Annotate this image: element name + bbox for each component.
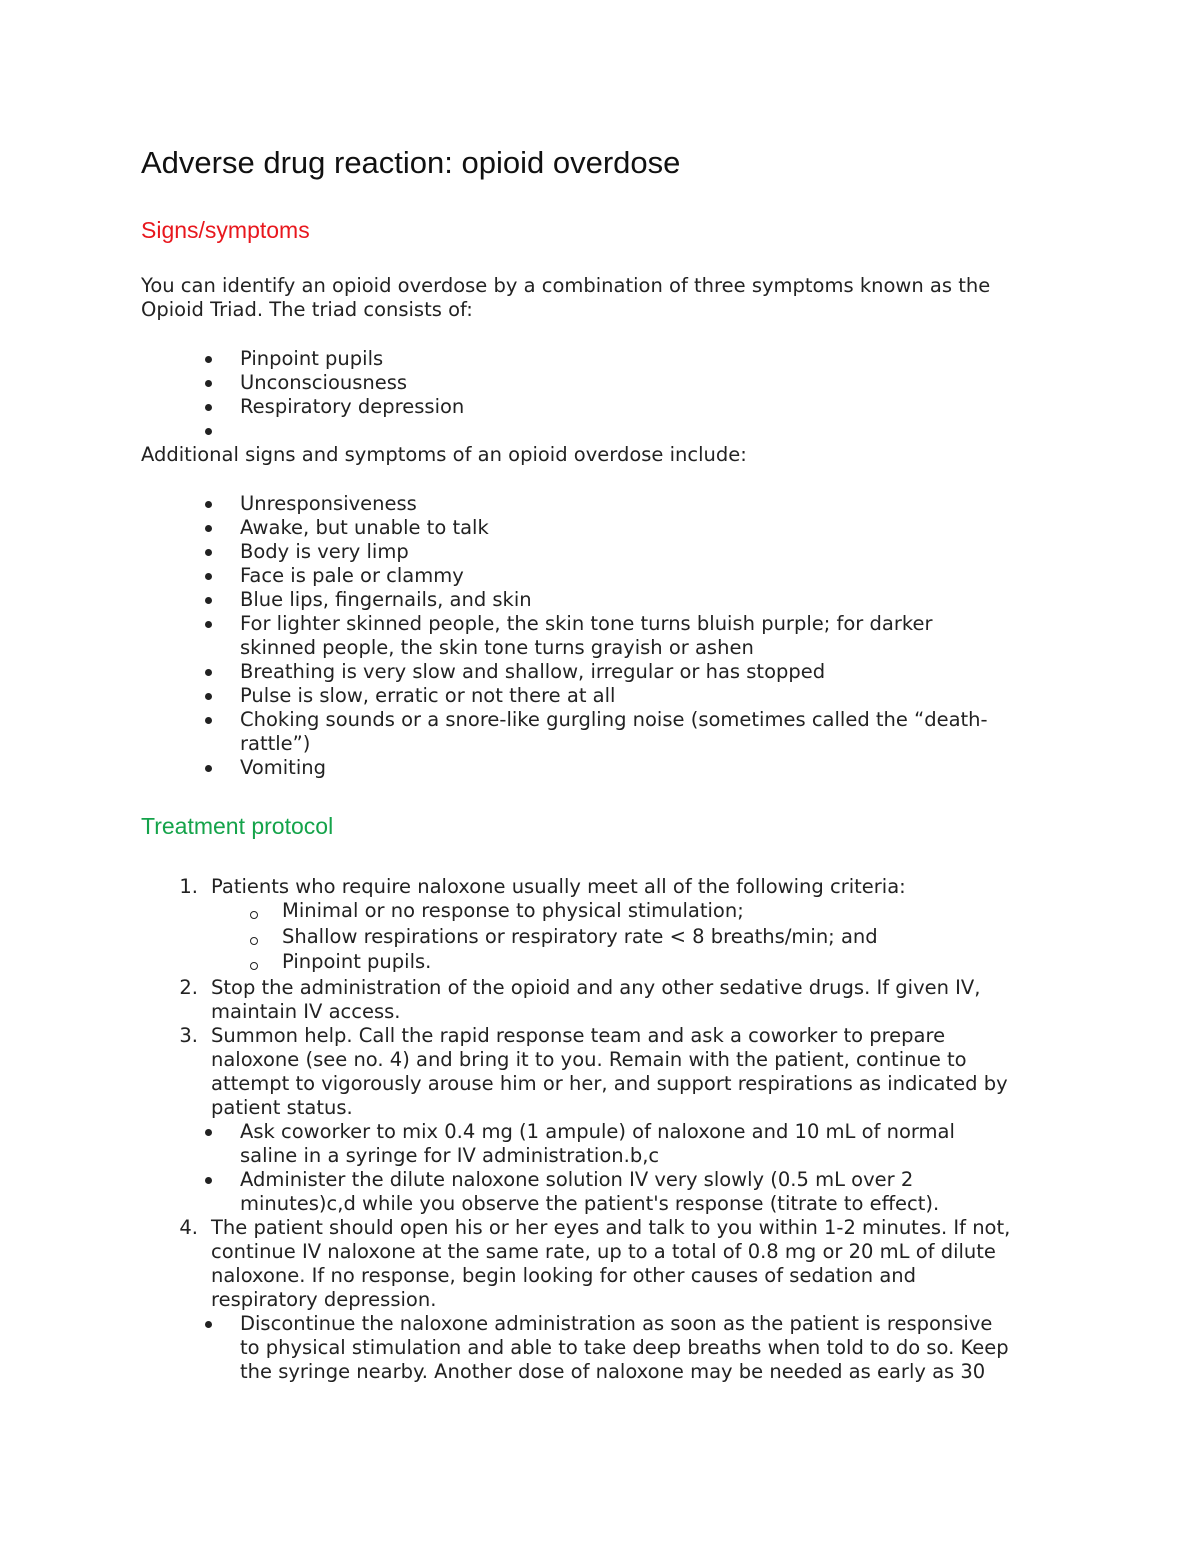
step-text: naloxone (see no. 4) and bring it to you. Remain with the patient, continue to	[211, 1047, 967, 1071]
symptom-item: Unresponsiveness	[240, 492, 417, 515]
step-number: 4.	[179, 1215, 198, 1239]
circle-bullet-icon	[250, 911, 258, 919]
step-text: maintain IV access.	[211, 999, 401, 1023]
step-number: 1.	[179, 875, 198, 898]
bullet-icon	[205, 669, 212, 676]
step-text: respiratory depression.	[211, 1287, 437, 1311]
bullet-icon	[205, 693, 212, 700]
step-text: continue IV naloxone at the same rate, up to a total of 0.8 mg or 20 mL of dilute	[211, 1239, 996, 1263]
step-text: naloxone. If no response, begin looking for other causes of sedation and	[211, 1263, 917, 1287]
bullet-icon	[205, 1129, 212, 1136]
step-number: 2.	[179, 975, 198, 999]
bullet-icon	[205, 549, 212, 556]
criteria-item: Minimal or no response to physical stimulation;	[282, 899, 744, 922]
triad-item: Pinpoint pupils	[240, 347, 384, 370]
bullet-icon	[205, 717, 212, 724]
step-sub-item: Ask coworker to mix 0.4 mg (1 ampule) of naloxone and 10 mL of normal	[240, 1119, 955, 1143]
step-text: attempt to vigorously arouse him or her, and support respirations as indicated by	[211, 1071, 1008, 1095]
symptom-item: Blue lips, fingernails, and skin	[240, 588, 532, 611]
symptom-item: Vomiting	[240, 756, 326, 779]
triad-item: Unconsciousness	[240, 371, 408, 394]
symptom-item: Awake, but unable to talk	[240, 516, 489, 539]
symptom-item: skinned people, the skin tone turns grayish or ashen	[240, 636, 754, 659]
bullet-icon	[205, 428, 212, 435]
step-text: Stop the administration of the opioid and any other sedative drugs. If given IV,	[211, 975, 981, 999]
symptom-item: Pulse is slow, erratic or not there at all	[240, 684, 616, 707]
triad-item: Respiratory depression	[240, 395, 465, 418]
step-sub-item: to physical stimulation and able to take deep breaths when told to do so. Keep	[240, 1335, 1009, 1359]
step-sub-item: minutes)c,d while you observe the patient's response (titrate to effect).	[240, 1191, 940, 1215]
additional-intro: Additional signs and symptoms of an opioid overdose include:	[141, 443, 747, 466]
step-text: patient status.	[211, 1095, 353, 1119]
step-sub-item: Administer the dilute naloxone solution IV very slowly (0.5 mL over 2	[240, 1167, 914, 1191]
document-title: Adverse drug reaction: opioid overdose	[141, 145, 681, 180]
circle-bullet-icon	[250, 962, 258, 970]
signs-heading: Signs/symptoms	[141, 217, 310, 243]
criteria-item: Pinpoint pupils.	[282, 950, 432, 973]
symptom-item: Body is very limp	[240, 540, 409, 563]
step-number: 3.	[179, 1023, 198, 1047]
bullet-icon	[205, 573, 212, 580]
step-text: Summon help. Call the rapid response team and ask a coworker to prepare	[211, 1023, 946, 1047]
step-sub-item: saline in a syringe for IV administration.b,c	[240, 1143, 660, 1167]
bullet-icon	[205, 356, 212, 363]
step-sub-item: Discontinue the naloxone administration as soon as the patient is responsive	[240, 1311, 993, 1335]
symptom-item: Face is pale or clammy	[240, 564, 464, 587]
symptom-item: For lighter skinned people, the skin tone turns bluish purple; for darker	[240, 612, 933, 635]
criteria-item: Shallow respirations or respiratory rate < 8 breaths/min; and	[282, 924, 878, 948]
symptom-item: Choking sounds or a snore-like gurgling noise (sometimes called the “death-	[240, 708, 988, 731]
bullet-icon	[205, 1321, 212, 1328]
bullet-icon	[205, 501, 212, 508]
bullet-icon	[205, 1177, 212, 1184]
bullet-icon	[205, 597, 212, 604]
circle-bullet-icon	[250, 937, 258, 945]
intro-paragraph-line: Opioid Triad. The triad consists of:	[141, 298, 473, 321]
bullet-icon	[205, 765, 212, 772]
intro-paragraph-line: You can identify an opioid overdose by a combination of three symptoms known as the	[141, 274, 991, 297]
bullet-icon	[205, 621, 212, 628]
symptom-item: rattle”)	[240, 732, 311, 755]
treatment-heading: Treatment protocol	[141, 813, 334, 839]
step-text: Patients who require naloxone usually meet all of the following criteria:	[211, 875, 906, 898]
step-text: The patient should open his or her eyes and talk to you within 1-2 minutes. If not,	[211, 1215, 1011, 1239]
bullet-icon	[205, 404, 212, 411]
symptom-item: Breathing is very slow and shallow, irregular or has stopped	[240, 660, 826, 683]
bullet-icon	[205, 525, 212, 532]
step-sub-item: the syringe nearby. Another dose of naloxone may be needed as early as 30	[240, 1359, 986, 1383]
bullet-icon	[205, 380, 212, 387]
